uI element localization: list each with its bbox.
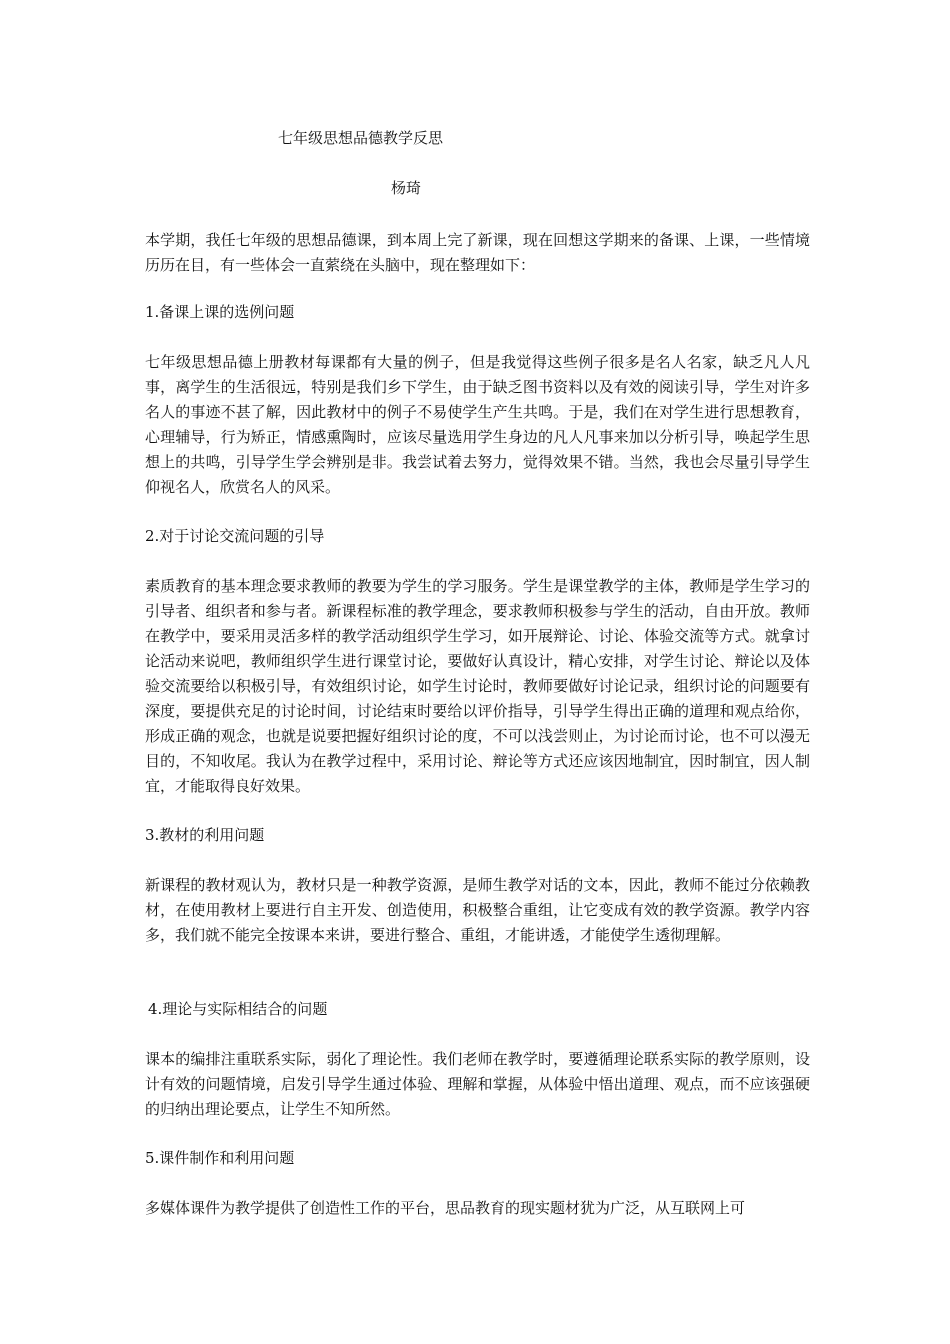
section-2-heading: 2.对于讨论交流问题的引导 bbox=[145, 527, 325, 545]
section-3-heading: 3.教材的利用问题 bbox=[145, 826, 265, 844]
document-title: 七年级思想品德教学反思 bbox=[278, 129, 444, 147]
document-author: 杨琦 bbox=[391, 179, 422, 197]
section-3-paragraph: 新课程的教材观认为，教材只是一种教学资源，是师生教学对话的文本，因此，教师不能过分依赖教材，在使用教材上要进行自主开发、创造使用，积极整合重组，让它变成有效的教学资源。教学内容多，我们就不能完全按课本来讲，要进行整合、重组，才能讲透，才能使学生透彻理解。 bbox=[145, 876, 810, 944]
section-1-heading: 1.备课上课的选例问题 bbox=[145, 303, 295, 321]
section-1-paragraph: 七年级思想品德上册教材每课都有大量的例子，但是我觉得这些例子很多是名人名家，缺乏凡人凡事，离学生的生活很远，特别是我们乡下学生，由于缺乏图书资料以及有效的阅读引导，学生对许多名人的事迹不甚了解，因此教材中的例子不易使学生产生共鸣。于是，我们在对学生进行思想教育，心理辅导，行为矫正，情感熏陶时，应该尽量选用学生身边的凡人凡事来加以分析引导，唤起学生思想上的共鸣，引导学生学会辨别是非。我尝试着去努力，觉得效果不错。当然，我也会尽量引导学生仰视名人，欣赏名人的风采。 bbox=[145, 353, 810, 496]
section-5-heading: 5.课件制作和利用问题 bbox=[145, 1149, 295, 1167]
intro-paragraph: 本学期，我任七年级的思想品德课，到本周上完了新课，现在回想这学期来的备课、上课，一些情境历历在目，有一些体会一直萦绕在头脑中，现在整理如下： bbox=[145, 231, 810, 274]
section-2-paragraph: 素质教育的基本理念要求教师的教要为学生的学习服务。学生是课堂教学的主体，教师是学生学习的引导者、组织者和参与者。新课程标准的教学理念，要求教师积极参与学生的活动，自由开放。教师在教学中，要采用灵活多样的教学活动组织学生学习，如开展辩论、讨论、体验交流等方式。就拿讨论活动来说吧，教师组织学生进行课堂讨论，要做好认真设计，精心安排，对学生讨论、辩论以及体验交流要给以积极引导，有效组织讨论，如学生讨论时，教师要做好讨论记录，组织讨论的问题要有深度，要提供充足的讨论时间，讨论结束时要给以评价指导，引导学生得出正确的道理和观点给你，形成正确的观念，也就是说要把握好组织讨论的度，不可以浅尝则止，为讨论而讨论，也不可以漫无目的，不知收尾。我认为在教学过程中，采用讨论、辩论等方式还应该因地制宜，因时制宜，因人制宜，才能取得良好效果。 bbox=[145, 577, 810, 795]
section-5-paragraph: 多媒体课件为教学提供了创造性工作的平台，思品教育的现实题材犹为广泛，从互联网上可 bbox=[145, 1199, 746, 1217]
section-4-heading: 4.理论与实际相结合的问题 bbox=[148, 1000, 328, 1018]
section-4-paragraph: 课本的编排注重联系实际，弱化了理论性。我们老师在教学时，要遵循理论联系实际的教学原则，设计有效的问题情境，启发引导学生通过体验、理解和掌握，从体验中悟出道理、观点，而不应该强硬的归纳出理论要点，让学生不知所然。 bbox=[145, 1050, 810, 1118]
